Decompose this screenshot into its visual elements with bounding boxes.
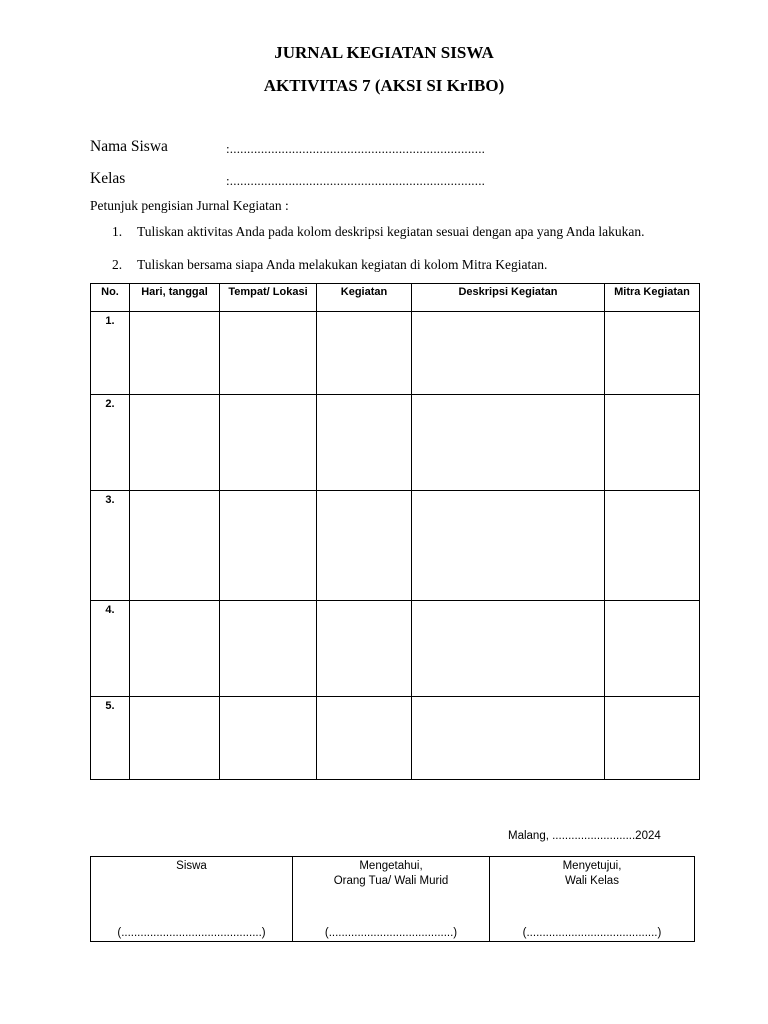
signature-student (91, 857, 293, 942)
signature-subrole: Wali Kelas (565, 875, 619, 887)
row-number: 4. (91, 601, 130, 697)
description-cell[interactable] (412, 491, 605, 601)
header-partner: Mitra Kegiatan (605, 284, 700, 312)
description-cell[interactable] (412, 601, 605, 697)
table-row (91, 601, 700, 697)
date-cell[interactable] (130, 312, 220, 395)
description-cell[interactable] (412, 697, 605, 780)
date-cell[interactable] (130, 697, 220, 780)
activity-cell[interactable] (317, 697, 412, 780)
page-title: JURNAL KEGIATAN SISWA (274, 43, 494, 62)
signature-line[interactable]: (............................................) (117, 927, 266, 939)
table-header-row (91, 284, 700, 312)
instructions-title: Petunjuk pengisian Jurnal Kegiatan : (90, 198, 289, 213)
partner-cell[interactable] (605, 395, 700, 491)
class-label: Kelas (90, 170, 126, 187)
class-field[interactable]: :.......................................................................... (226, 173, 486, 188)
activity-cell[interactable] (317, 312, 412, 395)
signature-line[interactable]: (.......................................) (324, 927, 458, 939)
row-number: 3. (91, 491, 130, 601)
table-row (91, 697, 700, 780)
location-cell[interactable] (220, 395, 317, 491)
date-cell[interactable] (130, 491, 220, 601)
student-name-label: Nama Siswa (90, 138, 168, 155)
signature-table (90, 856, 695, 942)
table-row (91, 395, 700, 491)
partner-cell[interactable] (605, 491, 700, 601)
header-activity: Kegiatan (317, 284, 412, 312)
location-cell[interactable] (220, 601, 317, 697)
location-cell[interactable] (220, 491, 317, 601)
table-row (91, 491, 700, 601)
activity-cell[interactable] (317, 491, 412, 601)
row-number: 1. (91, 312, 130, 395)
date-cell[interactable] (130, 601, 220, 697)
location-cell[interactable] (220, 312, 317, 395)
signature-role: Menyetujui, (562, 860, 622, 872)
partner-cell[interactable] (605, 601, 700, 697)
student-name-field[interactable]: :.......................................................................... (226, 141, 486, 156)
row-number: 5. (91, 697, 130, 780)
journal-table (90, 283, 700, 780)
place-date[interactable]: Malang, ..........................2024 (508, 830, 661, 842)
instruction-text: Tuliskan bersama siapa Anda melakukan kegiatan di kolom Mitra Kegiatan. (137, 257, 548, 272)
row-number: 2. (91, 395, 130, 491)
table-row (91, 312, 700, 395)
partner-cell[interactable] (605, 697, 700, 780)
page-subtitle: AKTIVITAS 7 (AKSI SI KrIBO) (263, 76, 505, 95)
instruction-number: 1. (112, 224, 123, 239)
activity-cell[interactable] (317, 395, 412, 491)
signature-line[interactable]: (.........................................) (522, 927, 662, 939)
description-cell[interactable] (412, 312, 605, 395)
signature-subrole: Orang Tua/ Wali Murid (333, 875, 449, 887)
signature-role: Siswa (176, 860, 207, 872)
description-cell[interactable] (412, 395, 605, 491)
signature-parent (293, 857, 490, 942)
location-cell[interactable] (220, 697, 317, 780)
signature-role: Mengetahui, (359, 860, 423, 872)
signature-homeroom-teacher (490, 857, 695, 942)
header-date: Hari, tanggal (130, 284, 220, 312)
header-location: Tempat/ Lokasi (220, 284, 317, 312)
instruction-number: 2. (112, 257, 123, 272)
instruction-text: Tuliskan aktivitas Anda pada kolom deskripsi kegiatan sesuai dengan apa yang Anda lakukan. (137, 224, 645, 239)
date-cell[interactable] (130, 395, 220, 491)
header-no: No. (91, 284, 130, 312)
activity-cell[interactable] (317, 601, 412, 697)
header-description: Deskripsi Kegiatan (412, 284, 605, 312)
partner-cell[interactable] (605, 312, 700, 395)
